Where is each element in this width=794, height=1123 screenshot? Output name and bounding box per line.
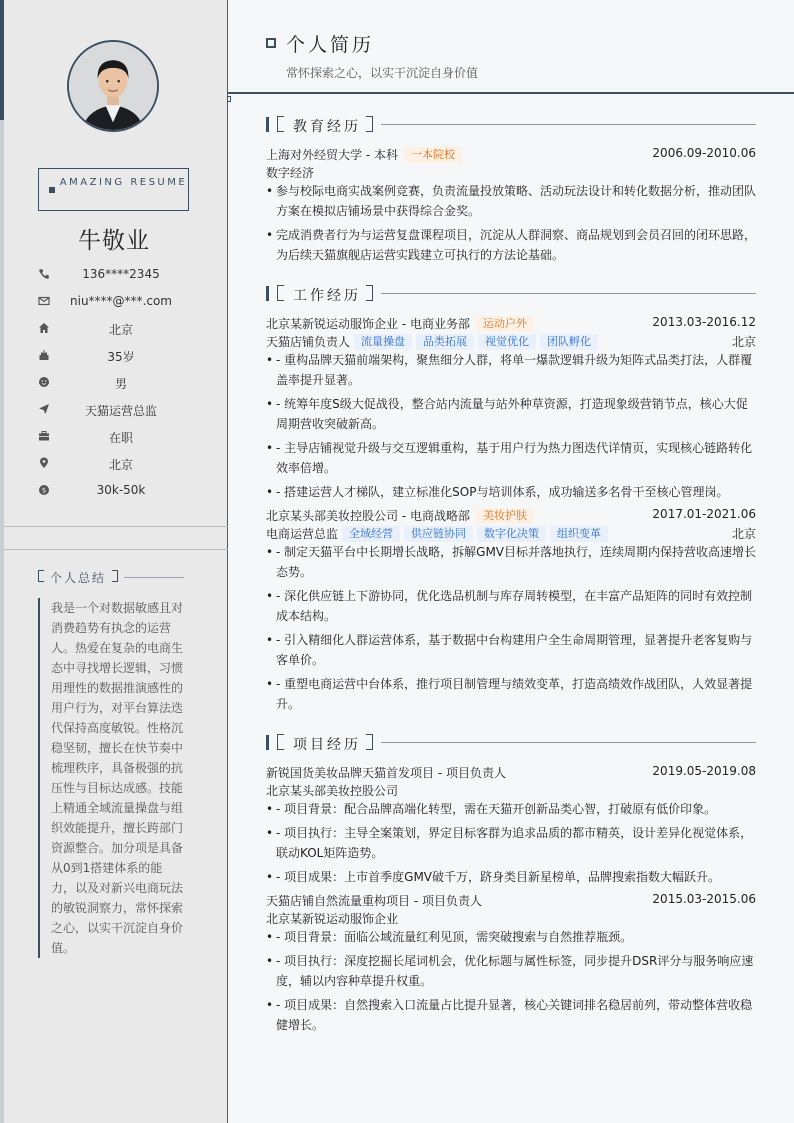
- position-value: 天猫运营总监: [84, 404, 157, 418]
- education-bullet: • 参与校际电商实战案例竞赛，负责流量投放策略、活动玩法设计和转化数据分析，推动团队方案在模拟店铺场景中获得综合金奖。: [266, 181, 756, 221]
- amazing-resume-text: AMAZING RESUME: [59, 177, 188, 188]
- job-date: 2017.01-2021.06: [652, 507, 756, 521]
- briefcase-icon: [38, 430, 50, 442]
- bracket-left-icon: [277, 116, 284, 132]
- project-org: 北京某头部美妆控股公司: [266, 784, 399, 798]
- education-header-row: [266, 146, 756, 164]
- page-subtitle: 常怀探索之心，以实干沉淀自身价值: [286, 66, 479, 80]
- job-header-row: [266, 315, 756, 333]
- bracket-right-icon: [366, 285, 373, 301]
- education-bullet: • 完成消费者行为与运营复盘课程项目，沉淀从人群洞察、商品规划到会员召回的闭环思路，为后续天猫旗舰店运营实践建立可执行的方法论基础。: [266, 225, 756, 265]
- project-bullet: • - 项目背景：面临公域流量红利见顶，需突破搜索与自然推荐瓶颈。: [266, 927, 756, 947]
- job-city: 北京: [731, 527, 756, 541]
- job-bullet: • - 引入精细化人群运营体系，基于数据中台构建用户全生命周期管理，显著提升老客复购与客单价。: [266, 630, 756, 670]
- project-org: 北京某新锐运动服饰企业: [266, 912, 399, 926]
- project-bullet: • - 项目成果：上市首季度GMV破千万，跻身类目新星榜单，品牌搜索指数大幅跃升。: [266, 867, 756, 887]
- project-header-row: [266, 764, 756, 782]
- education-heading: [266, 116, 756, 134]
- skill-tag: 全域经营: [342, 526, 400, 542]
- salary-value: 30k-50k: [96, 483, 146, 497]
- project-org-row: [266, 910, 756, 928]
- page-title: 个人简历: [286, 34, 375, 56]
- job-industry-tag: 美妆护肤: [476, 508, 534, 524]
- bracket-right-icon: [112, 570, 118, 582]
- amazing-resume-badge: [38, 168, 189, 211]
- job-role: 天猫店铺负责人: [266, 335, 351, 349]
- title-square-icon: [266, 38, 276, 48]
- info-age: [38, 346, 190, 366]
- avatar: [67, 40, 159, 132]
- bracket-left-icon: [38, 570, 44, 582]
- project-name: 天猫店铺自然流量重构项目 - 项目负责人: [266, 894, 482, 908]
- skill-tag: 数字化决策: [477, 526, 546, 542]
- job-bullet: • - 统筹年度S级大促战役，整合站内流量与站外种草资源，打造现象级营销节点，核心大促周期营收突破新高。: [266, 394, 756, 434]
- phone-icon: [38, 268, 50, 280]
- portrait-image: [69, 42, 157, 130]
- skill-tag: 品类拓展: [416, 334, 474, 350]
- home-icon: [38, 322, 50, 334]
- school-tag: 一本院校: [404, 147, 462, 163]
- info-gender: [38, 373, 190, 393]
- section-title: 工作经历: [293, 288, 361, 304]
- section-rule: [381, 124, 756, 125]
- job-role: 电商运营总监: [266, 527, 339, 541]
- job-bullet: • - 重构品牌天猫前端架构，聚焦细分人群，将单一爆款逻辑升级为矩阵式品类打法，人群覆盖率提升显著。: [266, 350, 756, 390]
- major: 数字经济: [266, 166, 315, 180]
- job-industry-tag: 运动户外: [476, 316, 534, 332]
- info-location: [38, 454, 190, 474]
- section-title: 教育经历: [293, 119, 361, 135]
- location-icon: [38, 457, 50, 469]
- section-title: 项目经历: [293, 737, 361, 753]
- money-icon: [38, 484, 50, 496]
- section-rule: [381, 742, 756, 743]
- bracket-right-icon: [366, 734, 373, 750]
- candidate-name: 牛敬业: [78, 228, 150, 254]
- info-status: [38, 427, 190, 447]
- job-city: 北京: [731, 335, 756, 349]
- job-header-row: [266, 507, 756, 525]
- header-tick: [227, 96, 231, 102]
- job-bullet: • - 主导店铺视觉升级与交互逻辑重构，基于用户行为热力图迭代详情页，实现核心链路转化效率倍增。: [266, 438, 756, 478]
- project-bullet: • - 项目执行：深度挖掘长尾词机会，优化标题与属性标签，同步提升DSR评分与服务响应速度，辅以内容种草提升权重。: [266, 951, 756, 991]
- location-value: 北京: [108, 458, 133, 472]
- gender-value: 男: [114, 377, 127, 391]
- job-company: 北京某新锐运动服饰企业 - 电商业务部: [266, 317, 470, 331]
- age-value: 35岁: [107, 350, 135, 364]
- section-bar: [266, 117, 269, 132]
- info-position: [38, 400, 190, 420]
- job-company: 北京某头部美妆控股公司 - 电商战略部: [266, 509, 470, 523]
- project-bullet: • - 项目背景：配合品牌高端化转型，需在天猫开创新品类心智，打破原有低价印象。: [266, 799, 756, 819]
- info-phone: [38, 265, 190, 285]
- job-bullet: • - 搭建运营人才梯队，建立标准化SOP与培训体系，成功输送多名骨干至核心管理岗。: [266, 482, 756, 502]
- section-bar: [266, 286, 269, 301]
- mail-icon: [38, 295, 50, 307]
- section-bar: [266, 735, 269, 750]
- job-bullet: • - 制定天猫平台中长期增长战略，拆解GMV目标并落地执行，连续周期内保持营收高速增长态势。: [266, 542, 756, 582]
- section-rule: [381, 293, 756, 294]
- job-role-row: [266, 333, 756, 351]
- sidebar-edge-accent: [0, 0, 4, 120]
- project-date: 2015.03-2015.06: [652, 892, 756, 906]
- summary-title: 个人总结: [50, 571, 107, 585]
- header-rule: [228, 92, 794, 94]
- project-bullet: • - 项目执行：主导全案策划，界定目标客群为追求品质的都市精英，设计差异化视觉体系，联动KOL矩阵造势。: [266, 823, 756, 863]
- phone-value: 136****2345: [82, 267, 160, 281]
- sidebar-divider: [4, 549, 228, 550]
- skill-tag: 供应链协同: [404, 526, 473, 542]
- info-salary: [38, 481, 190, 501]
- job-bullet: • - 重塑电商运营中台体系，推行项目制管理与绩效变革，打造高绩效作战团队，人效显著提升。: [266, 674, 756, 714]
- bracket-left-icon: [277, 285, 284, 301]
- project-bullet: • - 项目成果：自然搜索入口流量占比提升显著，核心关键词排名稳居前列，带动整体营收稳健增长。: [266, 995, 756, 1035]
- bracket-right-icon: [366, 116, 373, 132]
- summary-title-rule: [124, 577, 184, 578]
- cake-icon: [38, 349, 50, 361]
- project-header-row: [266, 892, 756, 910]
- job-date: 2013.03-2016.12: [652, 315, 756, 329]
- school-name: 上海对外经贸大学 - 本科: [266, 148, 398, 162]
- project-name: 新锐国货美妆品牌天猫首发项目 - 项目负责人: [266, 766, 506, 780]
- sidebar-edge: [0, 0, 4, 1123]
- summary-text: 我是一个对数据敏感且对消费趋势有执念的运营人。热爱在复杂的电商生态中寻找增长逻辑，习惯用理性的数据推演感性的用户行为，对平台算法迭代保持高度敏锐。性格沉稳坚韧，擅长在快节奏中梳理秩序，具备极强的抗压性与目标达成感。技能上精通全域流量操盘与组织效能提升，擅长跨部门资源整合。加分项是具备从0到1搭建体系的能力，以及对新兴电商玩法的敏锐洞察力，常怀探索之心，以实干沉淀自身价值。: [38, 598, 186, 958]
- education-major-row: [266, 164, 756, 182]
- email-value: niu****@***.com: [70, 294, 172, 308]
- status-value: 在职: [108, 431, 133, 445]
- square-icon: [49, 187, 55, 193]
- sidebar: [0, 0, 228, 1123]
- send-icon: [38, 403, 50, 415]
- job-role-row: [266, 525, 756, 543]
- bracket-left-icon: [277, 734, 284, 750]
- sidebar-divider: [4, 526, 228, 527]
- smile-icon: [38, 376, 50, 388]
- info-home: [38, 319, 190, 339]
- work-heading: [266, 285, 756, 303]
- skill-tag: 组织变革: [550, 526, 608, 542]
- skill-tag: 视觉优化: [478, 334, 536, 350]
- projects-heading: [266, 734, 756, 752]
- svg-text:$: $: [41, 486, 47, 495]
- job-bullet: • - 深化供应链上下游协同，优化选品机制与库存周转模型，在丰富产品矩阵的同时有效控制成本结构。: [266, 586, 756, 626]
- project-org-row: [266, 782, 756, 800]
- home-value: 北京: [108, 323, 133, 337]
- education-date: 2006.09-2010.06: [652, 146, 756, 160]
- skill-tag: 团队孵化: [540, 334, 598, 350]
- project-date: 2019.05-2019.08: [652, 764, 756, 778]
- skill-tag: 流量操盘: [354, 334, 412, 350]
- info-email: [38, 292, 190, 312]
